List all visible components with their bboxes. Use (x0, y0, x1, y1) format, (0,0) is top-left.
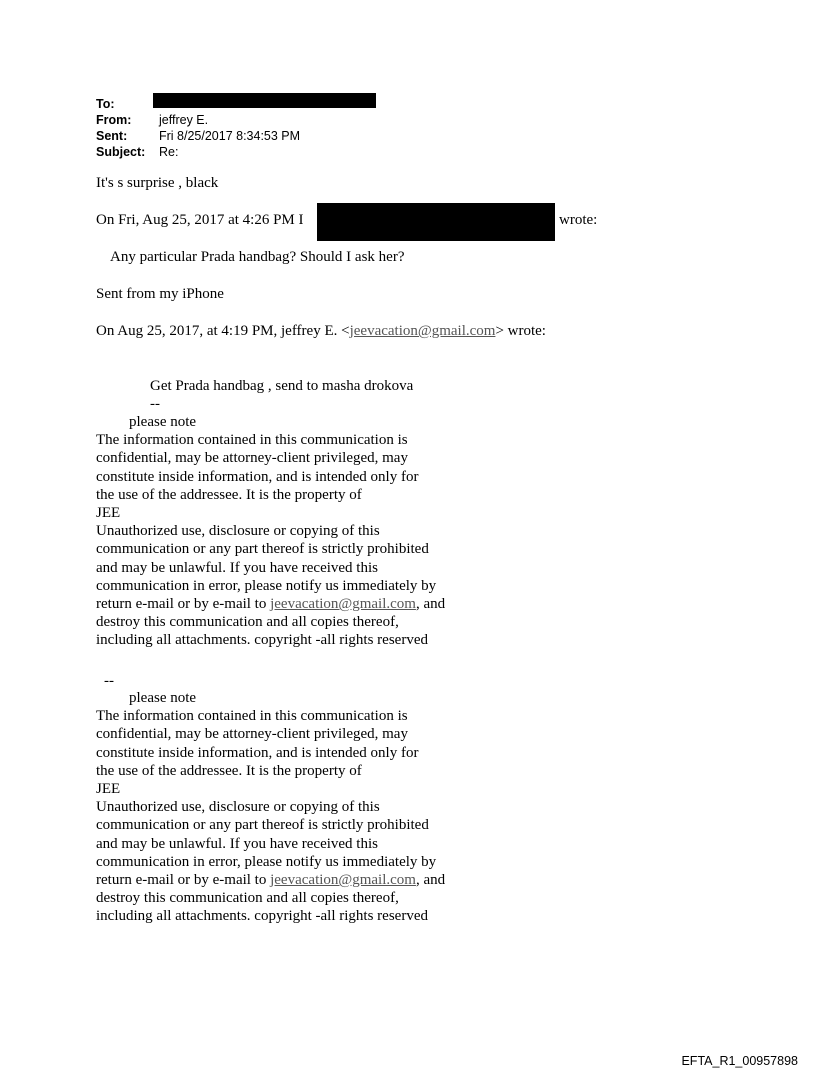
disclaimer-line: and may be unlawful. If you have received this (96, 559, 378, 576)
from-label: From: (96, 113, 132, 127)
subject-value: Re: (159, 145, 179, 159)
subject-label: Subject: (96, 145, 146, 159)
separator-dashes: -- (104, 673, 114, 689)
disclaimer-line: constitute inside information, and is intended only for (96, 468, 419, 485)
bates-number: EFTA_R1_00957898 (681, 1054, 798, 1068)
disclaimer-line: constitute inside information, and is intended only for (96, 744, 419, 761)
return-suffix: , and (415, 596, 446, 613)
quote1-text: Any particular Prada handbag? Should I ask her? (110, 249, 405, 265)
to-redaction (153, 93, 376, 108)
disclaimer-line: JEE (96, 781, 121, 798)
disclaimer-line: including all attachments. copyright -all rights reserved (96, 908, 428, 925)
to-label: To: (96, 97, 115, 111)
disclaimer-line: including all attachments. copyright -all rights reserved (96, 632, 428, 649)
quote2-email-link[interactable]: jeevacation@gmail.com (349, 323, 496, 339)
disclaimer-2 (96, 689, 445, 926)
disclaimer-1 (96, 413, 445, 650)
disclaimer-line: the use of the addressee. It is the property of (96, 486, 362, 503)
from-value: jeffrey E. (159, 113, 209, 127)
disclaimer-email-link[interactable]: jeevacation@gmail.com (270, 872, 416, 889)
quote2-text: Get Prada handbag , send to masha drokova (150, 378, 414, 394)
disclaimer-line: the use of the addressee. It is the property of (96, 762, 362, 779)
disclaimer-line: communication in error, please notify us immediately by (96, 853, 437, 870)
return-prefix: return e-mail or by e-mail to (96, 872, 271, 889)
disclaimer-line: communication or any part thereof is strictly prohibited (96, 817, 429, 834)
disclaimer-line: destroy this communication and all copies thereof, (96, 614, 399, 631)
signature: Sent from my iPhone (96, 286, 224, 302)
disclaimer-line: JEE (96, 505, 121, 522)
sent-label: Sent: (96, 129, 128, 143)
disclaimer-line: Unauthorized use, disclosure or copying of this (96, 523, 380, 540)
disclaimer-email-link[interactable]: jeevacation@gmail.com (270, 596, 416, 613)
quote1-wrote: wrote: (559, 212, 598, 228)
sender-redaction (317, 203, 555, 241)
disclaimer-line: The information contained in this communication is (96, 708, 408, 725)
disclaimer-line: and may be unlawful. If you have received this (96, 835, 378, 852)
return-suffix: , and (415, 872, 446, 889)
sent-value: Fri 8/25/2017 8:34:53 PM (159, 129, 301, 143)
disclaimer-note: please note (129, 414, 197, 430)
disclaimer-line: confidential, may be attorney-client privileged, may (96, 450, 408, 467)
disclaimer-return-line (96, 871, 445, 889)
quote2-dashes: -- (150, 396, 160, 412)
disclaimer-line: The information contained in this communication is (96, 432, 408, 449)
disclaimer-line: Unauthorized use, disclosure or copying of this (96, 799, 380, 816)
disclaimer-line: confidential, may be attorney-client privileged, may (96, 726, 408, 743)
quote2-intro-prefix: On Aug 25, 2017, at 4:19 PM, jeffrey E. < (96, 323, 350, 339)
disclaimer-line: communication in error, please notify us immediately by (96, 577, 437, 594)
disclaimer-return-line (96, 595, 445, 613)
reply-text: It's s surprise , black (96, 175, 219, 191)
disclaimer-line: communication or any part thereof is strictly prohibited (96, 541, 429, 558)
quote2-intro (96, 322, 546, 340)
quote2-intro-suffix: > wrote: (495, 323, 546, 339)
disclaimer-note: please note (129, 690, 197, 706)
return-prefix: return e-mail or by e-mail to (96, 596, 271, 613)
disclaimer-line: destroy this communication and all copies thereof, (96, 890, 399, 907)
quote1-intro: On Fri, Aug 25, 2017 at 4:26 PM I (96, 212, 304, 228)
